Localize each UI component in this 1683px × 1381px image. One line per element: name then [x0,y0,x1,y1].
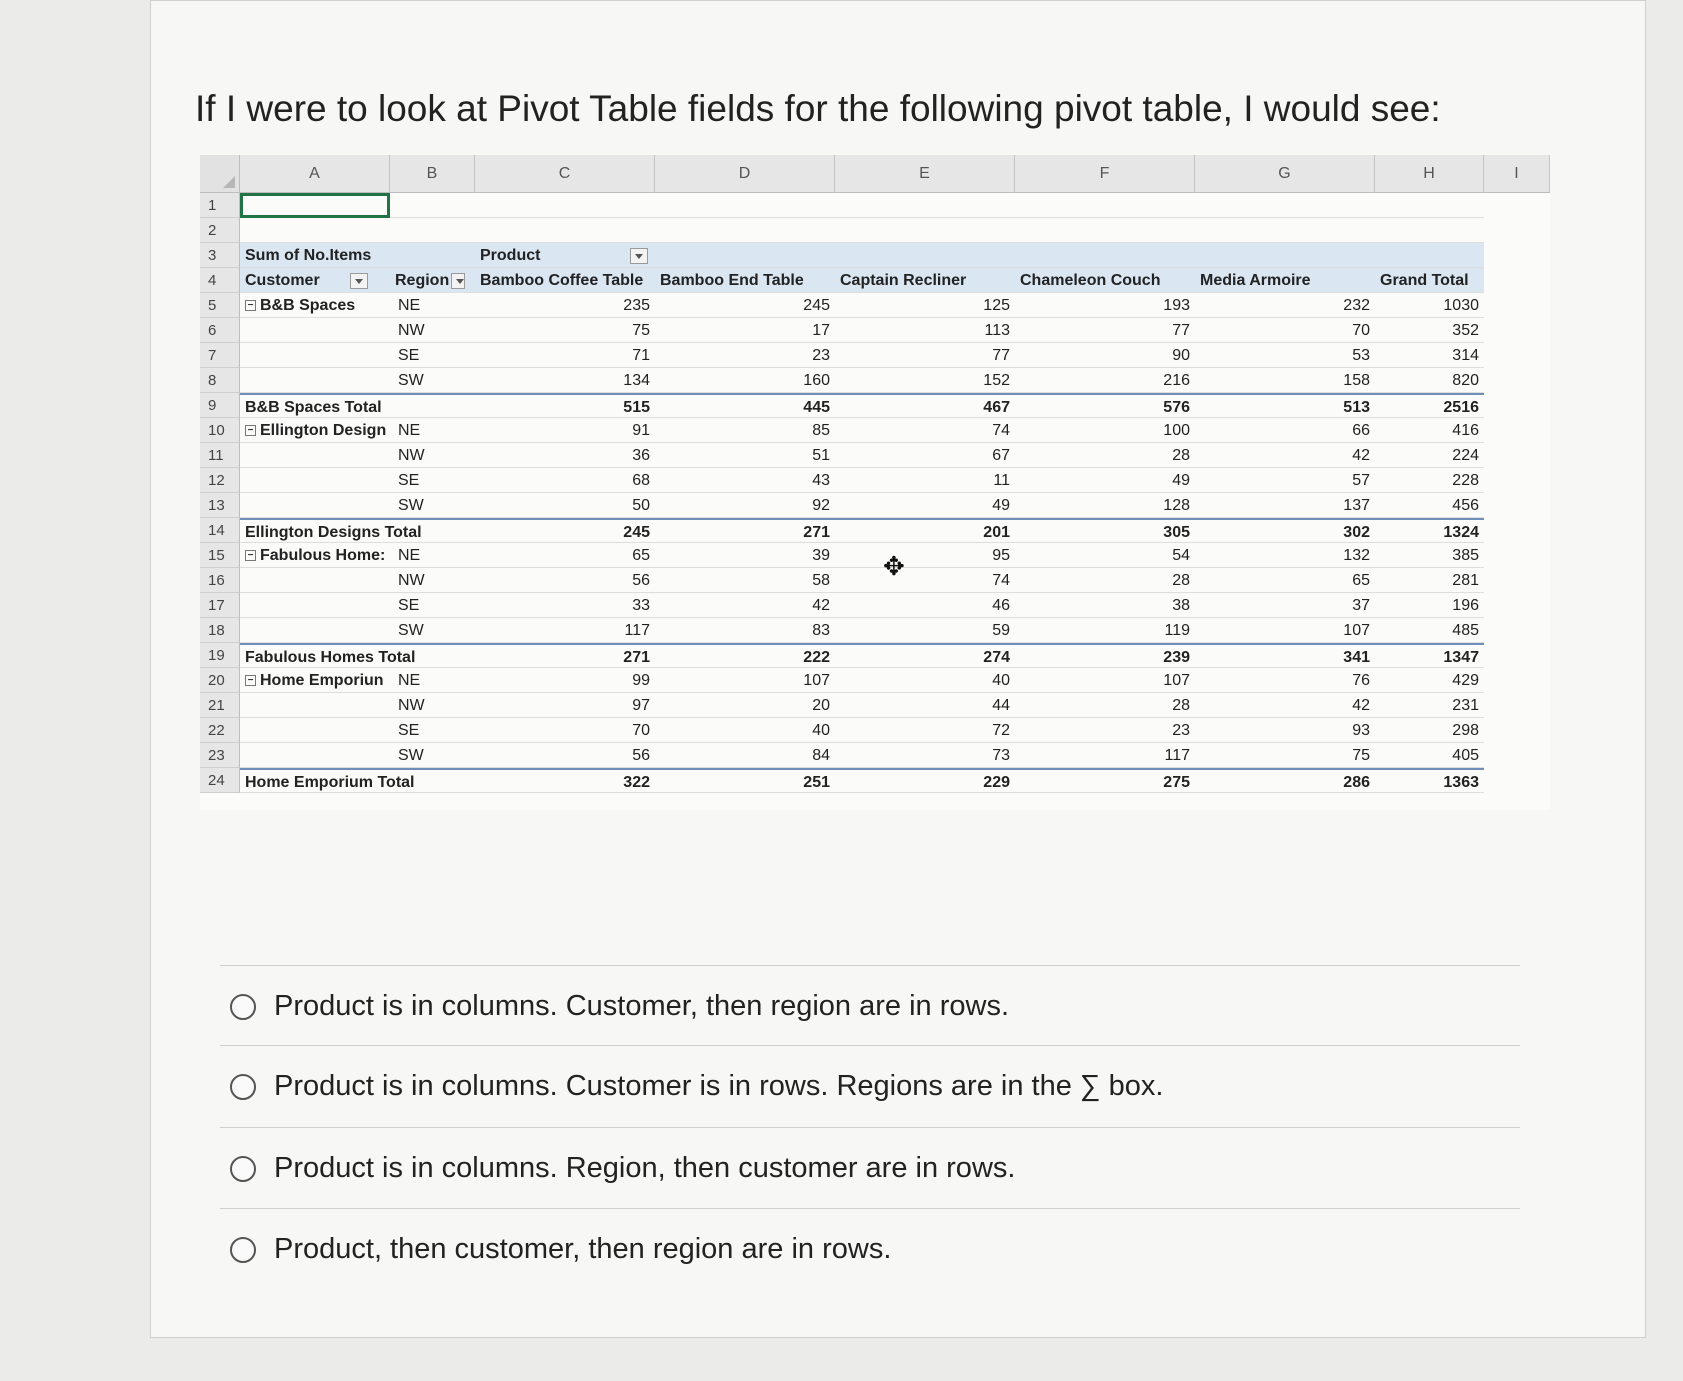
grand-total-cell: 385 [1452,547,1479,564]
value-cell: 515 [623,399,650,416]
value-cell: 42 [1352,447,1370,464]
value-cell: 65 [1352,572,1370,589]
column-header-d: D [655,155,835,193]
answer-option-2-label: Product is in columns. Customer is in rows. Regions are in the ∑ box. [274,1070,1164,1102]
customer-label: B&B Spaces Total [245,399,382,416]
customer-cell [240,343,390,367]
answer-option-4[interactable] [230,1233,891,1266]
value-cell: 107 [1343,622,1370,639]
row-number[interactable]: 13 [200,493,240,518]
value-cell: 271 [803,524,830,541]
region-cell: SE [398,597,420,614]
row-number[interactable]: 15 [200,543,240,568]
value-cell: 132 [1343,547,1370,564]
radio-button-2[interactable] [230,1074,256,1100]
value-cell: 201 [983,524,1010,541]
answer-option-3-label: Product is in columns. Region, then customer are in rows. [274,1152,1016,1184]
customer-total-row [240,393,1484,418]
value-cell: 286 [1343,774,1370,791]
value-cell: 36 [632,447,650,464]
value-cell: 92 [812,497,830,514]
value-cell: 28 [1172,572,1190,589]
region-field-label: Region [395,272,450,289]
value-cell: 117 [1164,747,1190,764]
option-divider [220,965,1520,966]
region-field-header[interactable] [390,268,475,292]
value-cell: 17 [812,322,830,339]
grand-total-cell: 1363 [1443,774,1479,791]
row-number[interactable]: 4 [200,268,240,293]
customer-cell [240,618,390,642]
value-cell: 119 [1164,622,1190,639]
value-cell: 57 [1352,472,1370,489]
product-filter-dropdown-icon[interactable] [630,248,648,264]
table-row [240,318,1484,343]
row-number[interactable]: 9 [200,393,240,418]
value-cell: 85 [812,422,830,439]
value-cell: 44 [992,697,1010,714]
radio-button-4[interactable] [230,1237,256,1263]
table-row [240,718,1484,743]
value-cell: 77 [1172,322,1190,339]
table-row [240,543,1484,568]
row-number[interactable]: 12 [200,468,240,493]
value-cell: 232 [1343,297,1370,314]
value-cell: 107 [1163,672,1190,689]
table-row [240,293,1484,318]
select-all-corner [200,155,240,193]
table-row [240,493,1484,518]
product-field-label: Product [480,247,541,264]
row-number[interactable]: 18 [200,618,240,643]
collapse-icon[interactable]: − [245,675,256,686]
region-cell: NW [398,572,425,589]
value-cell: 222 [803,649,830,666]
customer-label: Home Emporium Total [245,774,415,791]
row-number[interactable]: 7 [200,343,240,368]
table-row [240,743,1484,768]
value-cell: 83 [812,622,830,639]
value-cell: 59 [992,622,1010,639]
answer-option-1-label: Product is in columns. Customer, then region are in rows. [274,990,1009,1022]
value-cell: 11 [993,472,1010,489]
grand-total-cell: 281 [1452,572,1479,589]
selected-cell-a1[interactable] [240,193,390,218]
value-cell: 117 [624,622,650,639]
value-cell: 302 [1343,524,1370,541]
product-field-header[interactable] [475,243,655,267]
customer-cell [240,368,390,392]
region-cell: SW [398,622,424,639]
pivot-grid [240,193,1484,793]
plus-cursor-icon: ✥ [883,551,905,581]
region-cell: SW [398,372,424,389]
pivot-table-screenshot [200,155,1550,810]
value-cell: 70 [632,722,650,739]
table-row [240,443,1484,468]
region-cell: NE [398,672,421,689]
grand-total-cell: 405 [1452,747,1479,764]
grand-total-cell: 416 [1452,422,1479,439]
value-cell: 54 [1172,547,1190,564]
value-cell: 66 [1352,422,1370,439]
value-cell: 99 [632,672,650,689]
value-cell: 49 [992,497,1010,514]
grand-total-cell: 1324 [1443,524,1479,541]
value-cell: 42 [1352,697,1370,714]
value-cell: 93 [1352,722,1370,739]
customer-label: B&B Spaces [260,297,356,314]
value-cell: 245 [803,297,830,314]
customer-cell [240,443,390,467]
value-cell: 72 [992,722,1010,739]
value-cell: 50 [632,497,650,514]
product-header-bamboo-end-table: Bamboo End Table [660,272,804,289]
table-row [240,568,1484,593]
collapse-icon[interactable]: − [245,425,256,436]
value-cell: 39 [812,547,830,564]
value-cell: 28 [1172,697,1190,714]
table-row [240,693,1484,718]
customer-total-row [240,518,1484,543]
values-field-label: Sum of No.Items [245,247,372,264]
region-cell: SW [398,747,424,764]
value-cell: 160 [803,372,830,389]
column-header-f: F [1015,155,1195,193]
customer-cell [240,568,390,592]
row-number[interactable]: 5 [200,293,240,318]
product-header-media-armoire: Media Armoire [1200,272,1311,289]
value-cell: 68 [632,472,650,489]
value-cell: 65 [632,547,650,564]
value-cell: 305 [1163,524,1190,541]
row-number[interactable]: 21 [200,693,240,718]
pivot-header-row [240,268,1484,293]
row-number[interactable]: 11 [200,443,240,468]
customer-total-row [240,643,1484,668]
value-cell: 134 [623,372,650,389]
value-cell: 251 [803,774,830,791]
row-number[interactable]: 2 [200,218,240,243]
product-header-captain-recliner: Captain Recliner [840,272,967,289]
customer-cell [240,693,390,717]
column-header-c: C [475,155,655,193]
value-cell: 75 [632,322,650,339]
customer-cell [240,318,390,342]
value-cell: 229 [983,774,1010,791]
customer-cell [240,520,475,542]
value-cell: 53 [1352,347,1370,364]
row-numbers [200,193,240,793]
column-header-g: G [1195,155,1375,193]
value-cell: 40 [992,672,1010,689]
value-cell: 113 [984,322,1010,339]
value-cell: 274 [983,649,1010,666]
value-cell: 90 [1172,347,1190,364]
value-cell: 152 [983,372,1010,389]
table-row [240,368,1484,393]
sheet-row-1 [240,193,1484,218]
value-cell: 91 [632,422,650,439]
option-divider [220,1127,1520,1128]
value-cell: 235 [623,297,650,314]
table-row [240,593,1484,618]
value-cell: 40 [812,722,830,739]
grand-total-cell: 1347 [1443,649,1479,666]
value-cell: 95 [992,547,1010,564]
grand-total-cell: 2516 [1443,399,1479,416]
product-header-chameleon-couch: Chameleon Couch [1020,272,1161,289]
value-cell: 73 [992,747,1010,764]
customer-label: Ellington Designs Total [245,524,422,541]
row-number[interactable]: 17 [200,593,240,618]
column-header-a: A [240,155,390,193]
row-number[interactable]: 8 [200,368,240,393]
customer-cell [240,593,390,617]
value-cell: 46 [992,597,1010,614]
customer-total-row [240,768,1484,793]
value-cell: 43 [812,472,830,489]
collapse-icon[interactable]: − [245,300,256,311]
customer-cell [240,543,390,567]
row-number[interactable]: 10 [200,418,240,443]
value-cell: 193 [1163,297,1190,314]
value-cell: 71 [632,347,650,364]
region-cell: SE [398,472,420,489]
option-divider [220,1208,1520,1209]
value-cell: 97 [632,697,650,714]
region-filter-dropdown-icon[interactable] [451,273,465,289]
customer-label: Fabulous Homes Total [245,649,416,666]
value-cell: 67 [992,447,1010,464]
customer-cell [240,493,390,517]
value-cell: 23 [812,347,830,364]
value-cell: 70 [1352,322,1370,339]
value-cell: 467 [983,399,1010,416]
value-cell: 28 [1172,447,1190,464]
value-cell: 74 [992,422,1010,439]
value-cell: 137 [1343,497,1370,514]
column-header-e: E [835,155,1015,193]
row-number[interactable]: 20 [200,668,240,693]
column-header-h: H [1375,155,1484,193]
grand-total-cell: 196 [1452,597,1479,614]
grand-total-cell: 314 [1452,347,1479,364]
customer-label: Fabulous Home: [260,547,386,564]
customer-cell [240,395,475,417]
grand-total-cell: 298 [1452,722,1479,739]
row-number[interactable]: 22 [200,718,240,743]
row-number[interactable]: 14 [200,518,240,543]
table-row [240,468,1484,493]
value-cell: 33 [632,597,650,614]
answer-option-4-label: Product, then customer, then region are in rows. [274,1233,892,1265]
grand-total-cell: 485 [1452,622,1479,639]
customer-cell [240,770,475,792]
radio-button-1[interactable] [230,994,256,1020]
answer-option-1[interactable] [230,990,1009,1023]
value-cell: 158 [1343,372,1370,389]
value-cell: 20 [812,697,830,714]
value-cell: 74 [992,572,1010,589]
region-cell: NW [398,322,425,339]
column-headers [200,155,1550,193]
row-number[interactable]: 6 [200,318,240,343]
customer-cell [240,668,390,692]
value-cell: 75 [1352,747,1370,764]
grand-total-cell: 228 [1452,472,1479,489]
value-cell: 239 [1163,649,1190,666]
row-number[interactable]: 3 [200,243,240,268]
customer-label: Home Emporiun [260,672,384,689]
region-cell: NE [398,547,421,564]
row-number[interactable]: 24 [200,768,240,793]
value-cell: 128 [1163,497,1190,514]
value-cell: 84 [812,747,830,764]
value-cell: 37 [1352,597,1370,614]
customer-field-label: Customer [245,272,320,289]
value-cell: 245 [623,524,650,541]
table-row [240,668,1484,693]
grand-total-cell: 1030 [1443,297,1479,314]
row-number[interactable]: 19 [200,643,240,668]
region-cell: SE [398,722,420,739]
row-number[interactable]: 16 [200,568,240,593]
value-cell: 23 [1172,722,1190,739]
sheet-row-2 [240,218,1484,243]
grand-total-cell: 352 [1452,322,1479,339]
value-cell: 38 [1172,597,1190,614]
value-cell: 42 [812,597,830,614]
customer-label: Ellington Design [260,422,387,439]
value-cell: 275 [1163,774,1190,791]
region-cell: NE [398,297,421,314]
customer-filter-dropdown-icon[interactable] [350,273,368,289]
radio-button-3[interactable] [230,1156,256,1182]
customer-cell [240,468,390,492]
table-row [240,343,1484,368]
value-cell: 100 [1163,422,1190,439]
customer-cell [240,293,390,317]
grand-total-cell: 456 [1452,497,1479,514]
option-divider [220,1045,1520,1046]
grand-total-cell: 224 [1452,447,1479,464]
product-header-bamboo-coffee-table: Bamboo Coffee Table [480,272,644,289]
value-cell: 58 [812,572,830,589]
customer-cell [240,743,390,767]
row-number[interactable]: 1 [200,193,240,218]
pivot-values-row [240,243,1484,268]
value-cell: 76 [1352,672,1370,689]
customer-field-header[interactable] [240,268,390,292]
value-cell: 125 [983,297,1010,314]
question-text: If I were to look at Pivot Table fields for the following pivot table, I would see: [195,88,1441,129]
collapse-icon[interactable]: − [245,550,256,561]
value-cell: 107 [803,672,830,689]
value-cell: 56 [632,747,650,764]
region-cell: NE [398,422,421,439]
region-cell: SE [398,347,420,364]
value-cell: 77 [992,347,1010,364]
answer-option-3[interactable] [230,1152,1015,1185]
answer-option-2[interactable] [230,1070,1163,1103]
value-cell: 513 [1343,399,1370,416]
region-cell: NW [398,447,425,464]
table-row [240,618,1484,643]
value-cell: 216 [1163,372,1190,389]
value-cell: 322 [623,774,650,791]
table-row [240,418,1484,443]
column-header-b: B [390,155,475,193]
grand-total-header: Grand Total [1380,272,1469,289]
value-cell: 56 [632,572,650,589]
grand-total-cell: 231 [1452,697,1479,714]
customer-cell [240,645,475,667]
grand-total-cell: 429 [1452,672,1479,689]
row-number[interactable]: 23 [200,743,240,768]
value-cell: 341 [1343,649,1370,666]
value-cell: 49 [1172,472,1190,489]
customer-cell [240,718,390,742]
grand-total-cell: 820 [1452,372,1479,389]
region-cell: NW [398,697,425,714]
value-cell: 445 [803,399,830,416]
region-cell: SW [398,497,424,514]
customer-cell [240,418,390,442]
value-cell: 51 [812,447,830,464]
value-cell: 576 [1163,399,1190,416]
value-cell: 271 [623,649,650,666]
column-header-i: I [1484,155,1550,193]
